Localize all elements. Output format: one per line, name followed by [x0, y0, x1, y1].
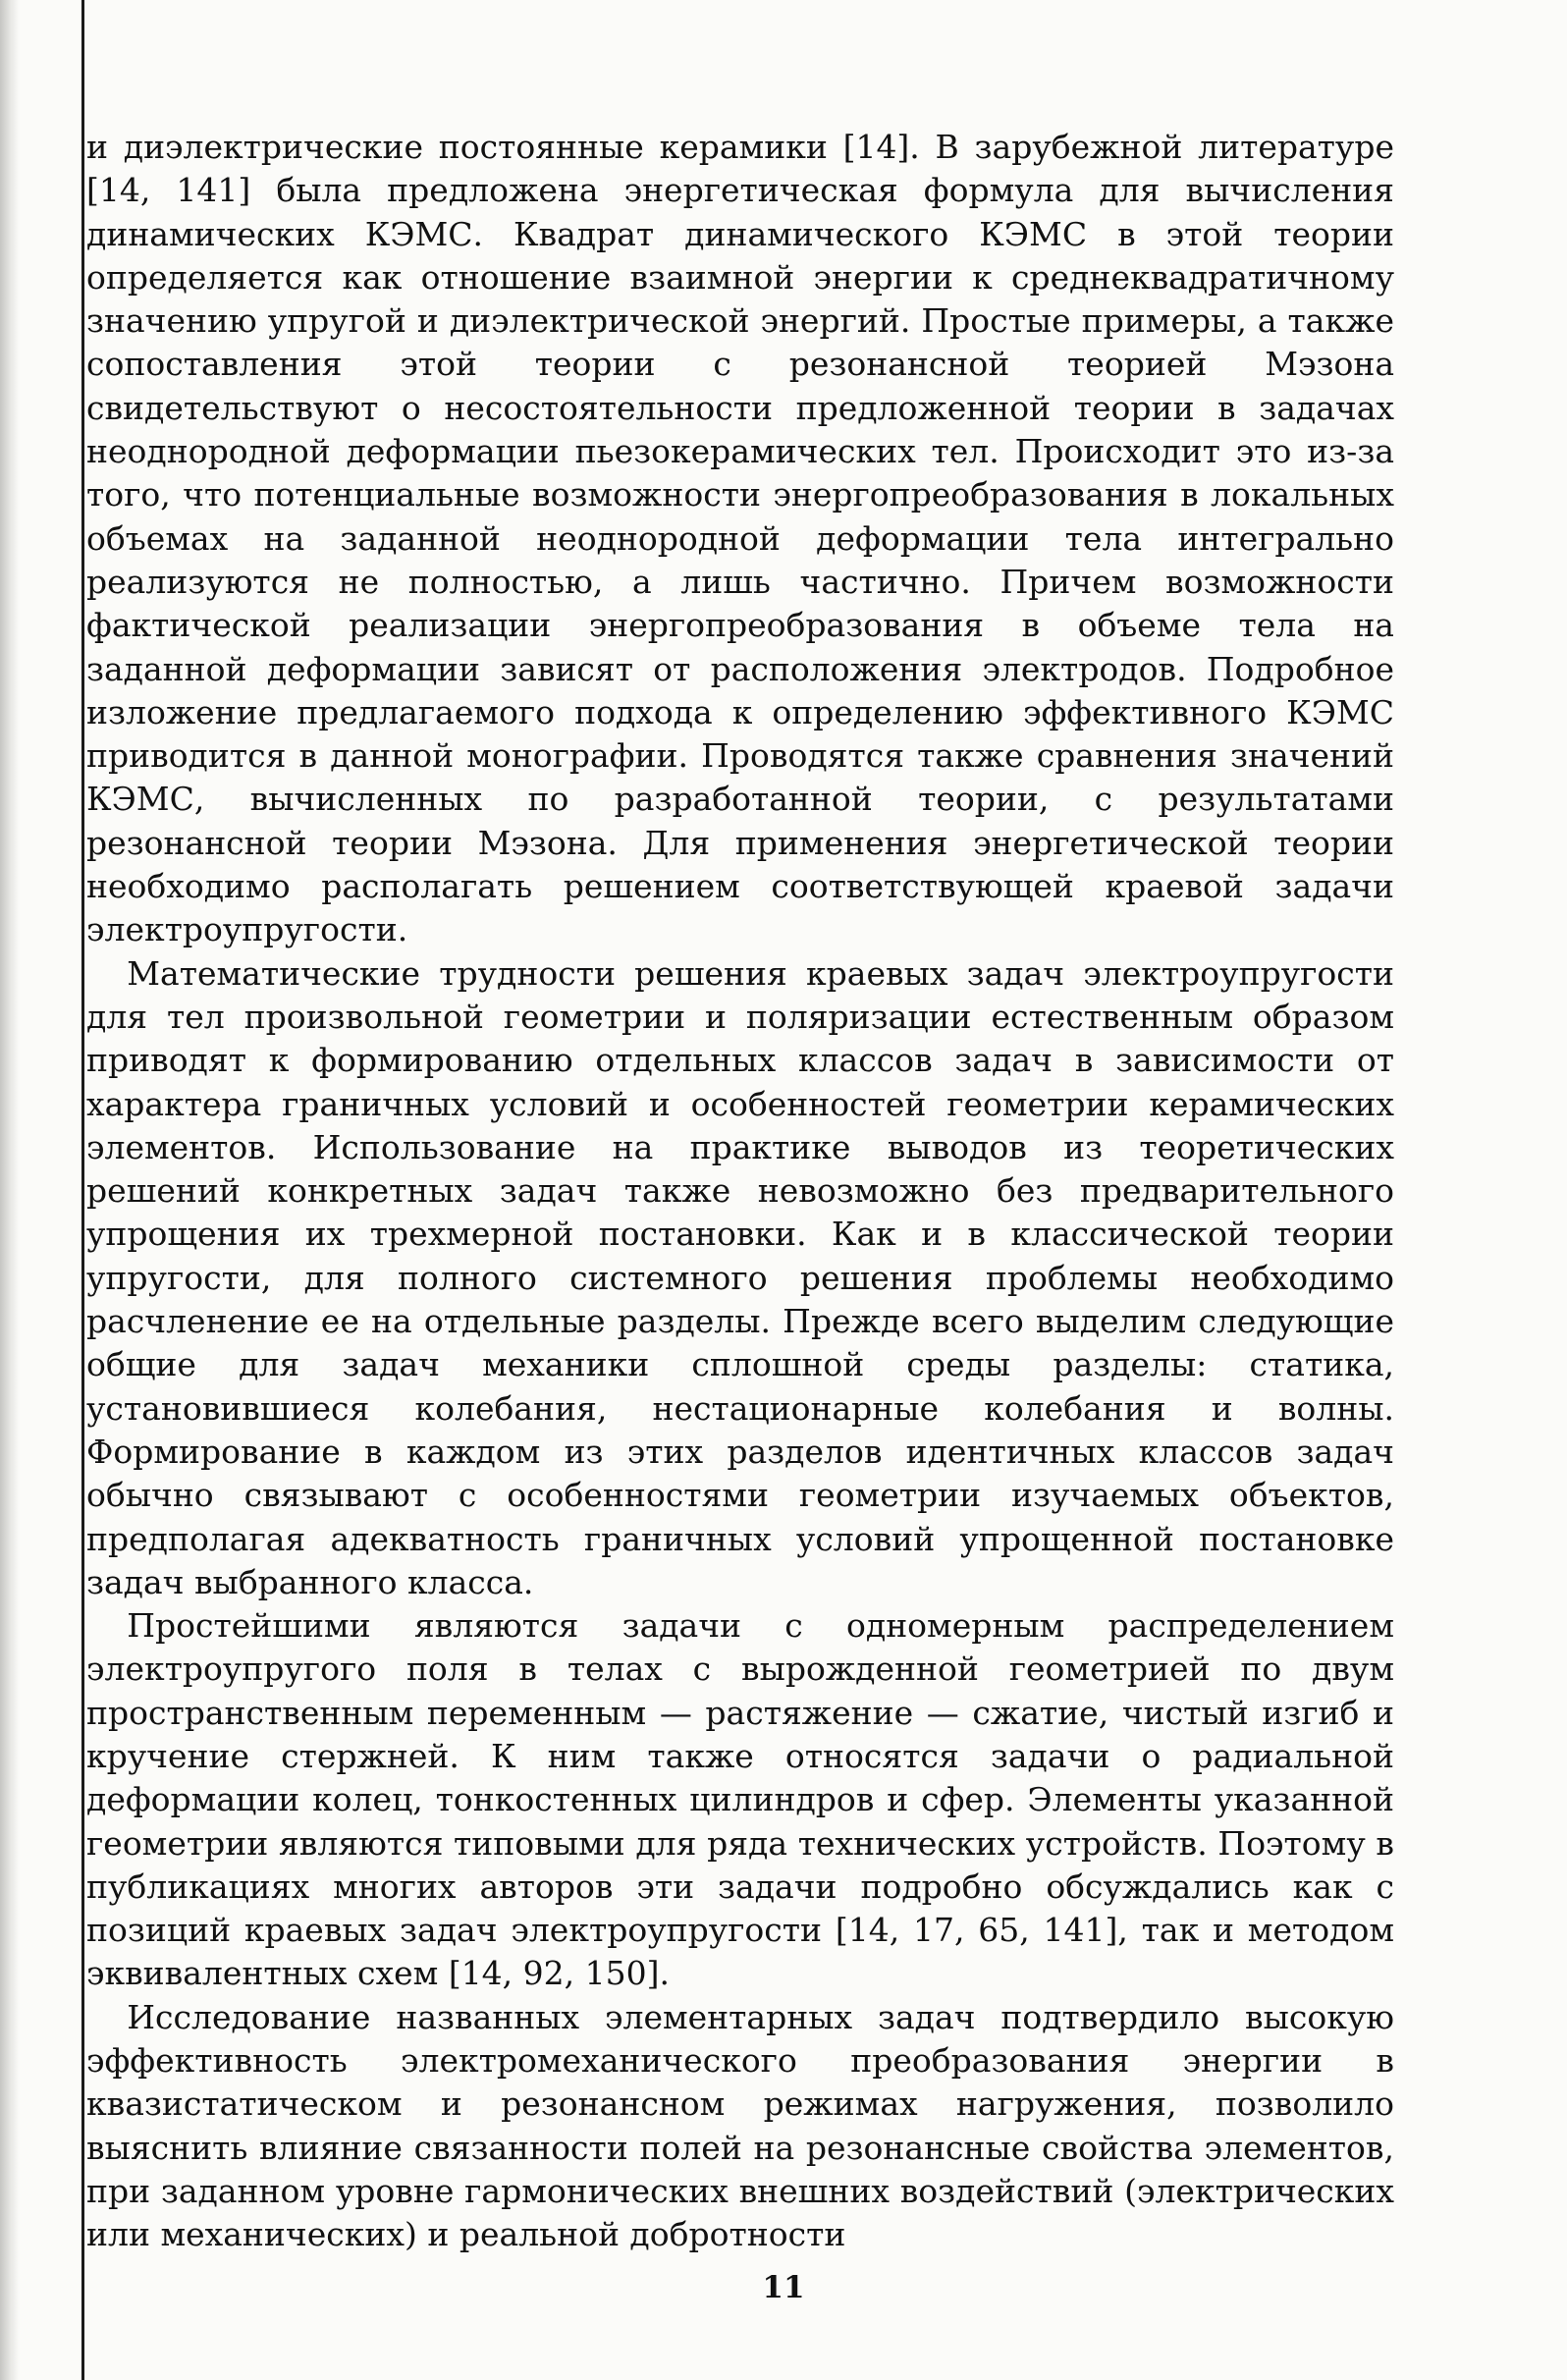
paragraph-1: и диэлектрические постоянные керамики [14]. В зарубежной литературе [14, 141] была предложена энергетическая формула для вычисления динамических КЭМС. Квадрат динамического КЭМС в этой теории определяется как отношение взаимной энергии к среднеквадратичному значению упругой и диэлектрической энергий. Простые примеры, а также сопоставления этой теории с резонансной теорией Мэзона свидетельствуют о несостоятельности предложенной теории в задачах неоднородной деформации пьезокерамических тел. Происходит это из-за того, что потенциальные возможности энергопреобразования в локальных объемах на заданной неоднородной деформации тела интегрально реализуются не полностью, а лишь частично. Причем возможности фактической реализации энергопреобразования в объеме тела на заданной деформации зависят от расположения электродов. Подробное изложение предлагаемого подхода к определению эффективного КЭМС приводится в данной монографии. Проводятся также сравнения значений КЭМС, вычисленных по разработанной теории, с результатами резонансной теории Мэзона. Для применения энергетической теории необходимо располагать решением соответствующей краевой задачи электроупругости.	[86, 128, 1394, 949]
binding-shadow	[0, 0, 20, 2380]
paragraph-3: Простейшими являются задачи с одномерным распределением электроупругого поля в телах с вырожденной геометрией по двум пространственным переменным — растяжение — сжатие, чистый изгиб и кручение стержней. К ним также относятся задачи о радиальной деформации колец, тонкостенных цилиндров и сфер. Элементы указанной геометрии являются типовыми для ряда технических устройств. Поэтому в публикациях многих авторов эти задачи подробно обсуждались как с позиций краевых задач электроупругости [14, 17, 65, 141], так и методом эквивалентных схем [14, 92, 150].	[86, 1606, 1394, 1993]
paragraph-2: Математические трудности решения краевых задач электроупругости для тел произвольной геометрии и поляризации естественным образом приводят к формированию отдельных классов задач в зависимости от характера граничных условий и особенностей геометрии керамических элементов. Использование на практике выводов из теоретических решений конкретных задач также невозможно без предварительного упрощения их трехмерной постановки. Как и в классической теории упругости, для полного системного решения проблемы необходимо расчленение ее на отдельные разделы. Прежде всего выделим следующие общие для задач механики сплошной среды разделы: статика, установившиеся колебания, нестационарные колебания и волны. Формирование в каждом из этих разделов идентичных классов задач обычно связывают с особенностями геометрии изучаемых объектов, предполагая адекватность граничных условий упрощенной постановке задач выбранного класса.	[86, 953, 1394, 1601]
page-number: 11	[762, 2270, 805, 2305]
scan-margin-line	[81, 0, 84, 2380]
book-page-text	[86, 126, 1394, 2257]
paragraph-4: Исследование названных элементарных задач подтвердило высокую эффективность электромеханического преобразования энергии в квазистатическом и резонансном режимах нагружения, позволило выяснить влияние связанности полей на резонансные свойства элементов, при заданном уровне гармонических внешних воздействий (электрических или механических) и реальной добротности	[86, 1997, 1394, 2254]
